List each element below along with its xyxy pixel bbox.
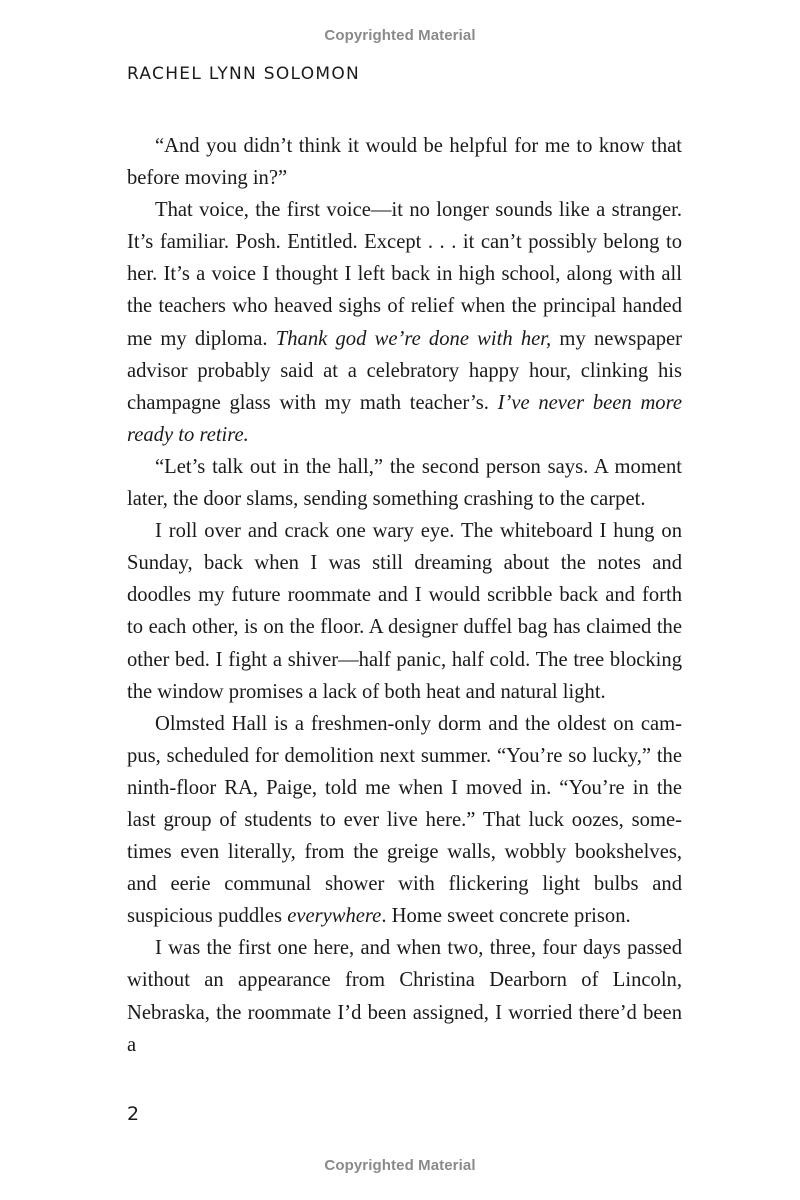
italic-text: everywhere <box>287 905 382 928</box>
paragraph <box>127 932 682 1060</box>
running-head-author: RACHEL LYNN SOLOMON <box>127 64 361 84</box>
copyright-watermark-bottom: Copyrighted Material <box>324 1157 476 1174</box>
paragraph <box>127 130 682 194</box>
text-run: Olmsted Hall is a freshmen-only dorm and the oldest on campus, scheduled for demolition next summer. “You’re so lucky,” the ninth-floor RA, Paige, told me when I moved in. “You’re in the last group of students to ever live here.” That luck oozes, sometimes even literally, from the greige walls, wobbly bookshelves, and eerie communal shower with flickering light bulbs and suspicious puddles <box>127 712 682 928</box>
italic-text: Thank god we’re done with her, <box>275 327 552 350</box>
paragraph <box>127 515 682 708</box>
text-run: I was the first one here, and when two, three, four days passed without an appearance from Christina Dearborn of Lincoln, Nebraska, the roommate I’d been assigned, I worried there’d been a <box>127 937 682 1056</box>
paragraph <box>127 708 682 933</box>
copyright-watermark-top: Copyrighted Material <box>324 27 476 44</box>
text-run: my newspaper advisor probably said at a celebratory happy hour, clinking his champagne glass with my math teacher’s. <box>127 327 683 414</box>
text-run: That voice, the first voice—it no longer sounds like a stranger. It’s familiar. Posh. Entitled. Except . . . it can’t possibly belong to her. It’s a voice I thought I left back in high school, along with all the teachers who heaved sighs of relief when the principal handed me my diploma. <box>127 199 682 350</box>
text-run: “And you didn’t think it would be helpful for me to know that before moving in?” <box>127 135 682 190</box>
paragraph <box>127 194 682 451</box>
page-number: 2 <box>127 1103 140 1125</box>
italic-text: I’ve never been more ready to retire. <box>127 391 682 446</box>
text-run: “Let’s talk out in the hall,” the second person says. A moment later, the door slams, sending something crashing to the carpet. <box>127 455 682 511</box>
text-run: I roll over and crack one wary eye. The whiteboard I hung on Sunday, back when I was still dreaming about the notes and doodles my future roommate and I would scribble back and forth to each other, is on the floor. A designer duffel bag has claimed the other bed. I fight a shiver—half panic, half cold. The tree blocking the window promises a lack of both heat and natural light. <box>127 520 682 703</box>
text-run: . Home sweet concrete prison. <box>381 905 631 928</box>
paragraph <box>127 451 682 515</box>
body-text <box>127 130 682 1061</box>
